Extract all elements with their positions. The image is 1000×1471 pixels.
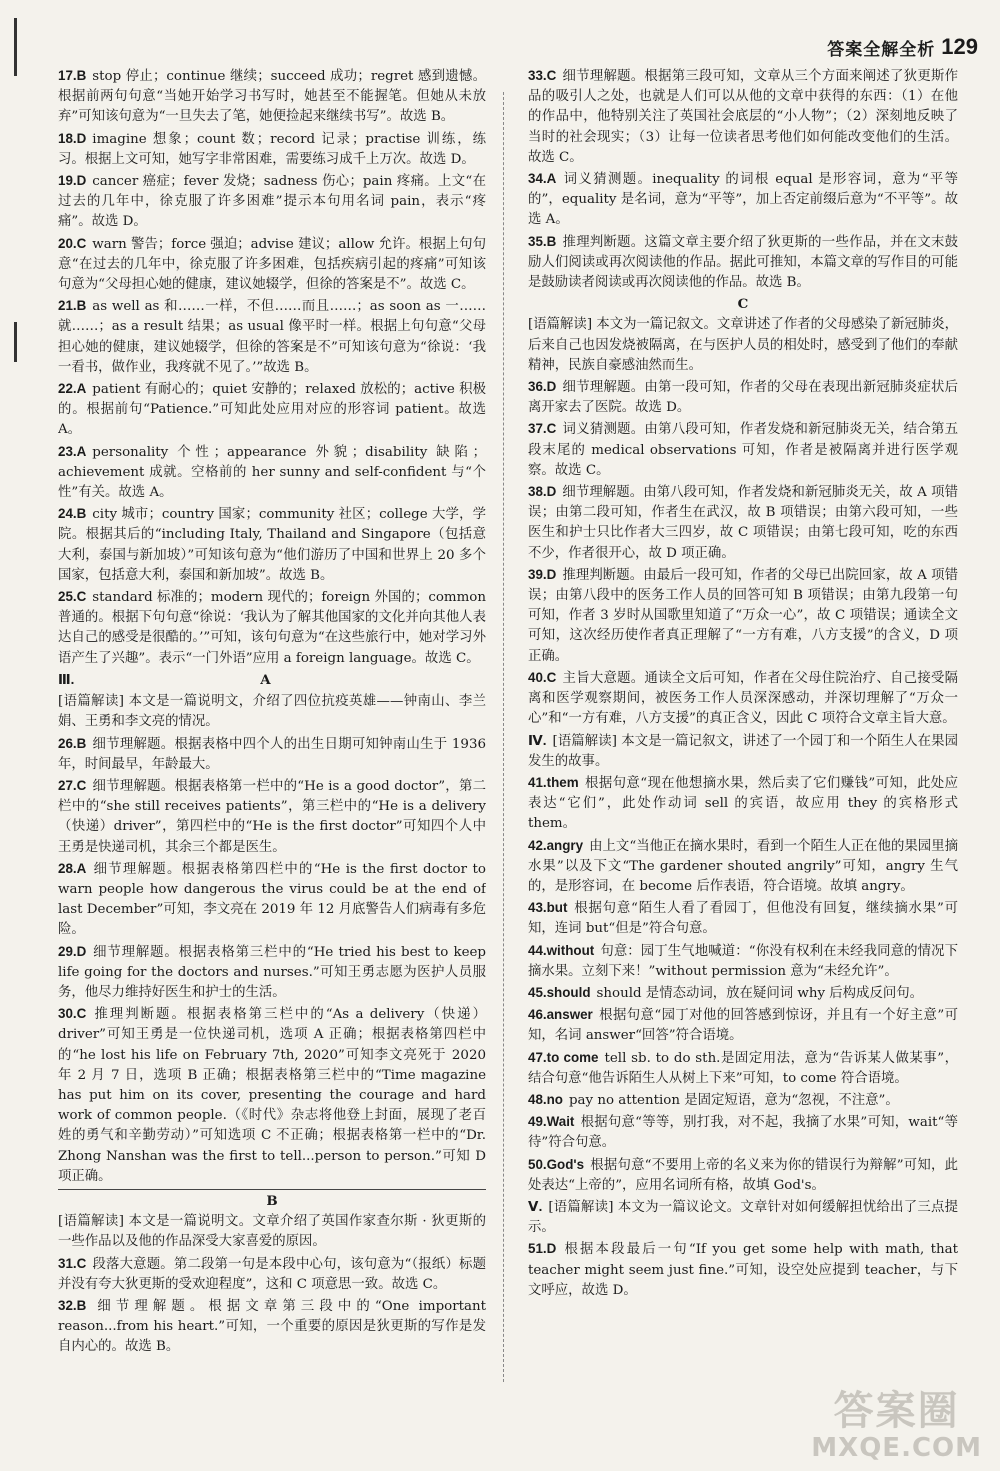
answer-item (58, 171, 486, 233)
explanation-text: [语篇解读] 本文为一篇记叙文。文章讲述了作者的父母感染了新冠肺炎，后来自己也因发烧被隔离，在与医护人员的相处时，感受到了他们的奉献精神，民族自豪感油然而生。 (528, 317, 958, 373)
answer-item (528, 668, 958, 730)
question-number: 33.C (528, 68, 557, 83)
answer-item (528, 1005, 958, 1046)
answer-item (58, 129, 486, 170)
left-column (58, 66, 486, 1381)
answer-item (528, 1112, 958, 1153)
answer-item (528, 836, 958, 898)
question-number: 30.C (58, 1006, 87, 1022)
question-number: 28.A (58, 860, 87, 876)
watermark (811, 1388, 982, 1463)
answer-item (528, 565, 958, 667)
passage-letter: B (266, 1192, 278, 1209)
explanation-text: 推理判断题。由最后一段可知，作者的父母已出院回家，故 A 项错误；由第八段中的医务工作人员的回答可知 B 项错误；由第九段第一句可知，作者 3 岁时从国歌里知道了“万众一心”，故 C 项错误；通读全文可知，这次经历使作者真正理解了“一方有难，八方支援”的含义，D 项正确。 (528, 567, 958, 664)
explanation-text: 根据句意“等等，别打我，对不起，我摘了水果”可知，wait“等待”符合句意。 (528, 1115, 958, 1151)
explanation-text: 主旨大意题。通读全文后可知，作者在父母住院治疗、自己接受隔离和医学观察期间，被医务工作人员深深感动，并深切理解了“万众一心”和“一方有难，八方支援”的真正含义，因此 C 项符合文章主旨大意。 (528, 670, 958, 727)
question-number: 49.Wait (528, 1114, 575, 1130)
question-number: 47.to come (528, 1049, 599, 1065)
answer-item (528, 983, 958, 1004)
explanation-text: 根据本段最后一句“If you get some help with math, that teacher might seem just fine.”可知，设空处应提到 teacher，与下文呼应，故选 D。 (528, 1242, 958, 1298)
answer-item (528, 1048, 958, 1089)
explanation-text: 由上文“当他正在摘水果时，看到一个陌生人正在他的果园里摘水果”以及下文“The gardener shouted angrily”可知，angry 生气的，是形容词，在 become 后作表语，符合语境。故填 angry。 (528, 838, 958, 894)
answer-item (58, 1254, 486, 1295)
binding-mark-top (14, 18, 17, 76)
answer-item (58, 776, 486, 858)
answer-item (58, 859, 486, 941)
explanation-text: tell sb. to do sth.是固定用法，意为“告诉某人做某事”，结合句意“他告诉陌生人从树上下来”可知，to come 符合语境。 (528, 1050, 958, 1086)
watermark-logo: 答案圈 (833, 1388, 960, 1434)
answer-item (58, 66, 486, 128)
explanation-text: 细节理解题。根据表格第一栏中的“He is a good doctor”，第二栏中的“she still receives patients”，第三栏中的“He is a delivery（快递）driver”，第四栏中的“He is the first doctor”可知四个人中王勇是快递司机，其余三个都是医生。 (58, 778, 486, 855)
section-rule (58, 1189, 486, 1190)
roman-numeral: Ⅲ. (58, 671, 75, 687)
question-number: 40.C (528, 669, 557, 685)
explanation-text: 根据句意“现在他想摘水果，然后卖了它们赚钱”可知，此处应表达“它们”，此处作动词 sell 的宾语，故应用 they 的宾格形式 them。 (528, 775, 958, 832)
question-number: 38.D (528, 484, 557, 500)
roman-numeral: Ⅴ. (528, 1198, 543, 1214)
answer-item (528, 773, 958, 835)
passage-letter: C (737, 296, 749, 313)
explanation-text: 推理判断题。这篇文章主要介绍了狄更斯的一些作品，并在文末鼓励人们阅读或再次阅读他的作品。据此可推知，本篇文章的写作目的可能是鼓励读者阅读或再次阅读他的作品。故选 B。 (528, 234, 958, 291)
question-number: 24.B (58, 506, 87, 522)
explanation-text: 根据句意“园丁对他的回答感到惊讶，并且有一个好主意”可知，名词 answer“回答”符合语境。 (528, 1008, 958, 1044)
explanation-text: cancer 癌症；fever 发烧；sadness 伤心；pain 疼痛。上文“在过去的几年中，徐克服了许多困难”提示本句用名词 pain，表示“疼痛”。故选 D。 (58, 174, 486, 230)
explanation-text: 细节理解题。由第一段可知，作者的父母在表现出新冠肺炎症状后离开家去了医院。故选 D。 (528, 380, 958, 416)
explanation-text: [语篇解读] 本文是一篇记叙文，讲述了一个园丁和一个陌生人在果园发生的故事。 (528, 733, 958, 769)
question-number: 42.angry (528, 837, 584, 853)
explanation-text: standard 标准的；modern 现代的；foreign 外国的；common 普通的。根据下句句意“徐说：‘我认为了解其他国家的文化并向其他人表达自己的感受是很酷的。’”可知，该句句意为“在这些旅行中，她对学习外语产生了兴趣”。表示“一门外语”应用 a foreign language。故选 C。 (58, 590, 486, 666)
explanation-text: 句意：园丁生气地喊道：“你没有权利在未经我同意的情况下摘水果。立刻下来！”without permission 意为“未经允许”。 (528, 943, 958, 979)
explanation-text: 词义猜测题。inequality 的词根 equal 是形容词，意为“平等的”，equality 是名词，意为“平等”，加上否定前缀后意为“不平等”。故选 A。 (528, 172, 958, 228)
explanation-text: 细节理解题。由第八段可知，作者发烧和新冠肺炎无关，故 A 项错误；由第二段可知，作者生在武汉，故 B 项错误；由第六段可知，一些医生和护士只比作者大三四岁，故 C 项错误；由第七段可知，吃的东西不少，作者很开心，故 D 项正确。 (528, 485, 958, 561)
passage-note (58, 692, 486, 732)
answer-item (58, 296, 486, 378)
explanation-text: 细节理解题。根据表格第四栏中的“He is the first doctor to warn people how dangerous the virus could be at the end of last December”可知，李文亮在 2019 年 12 月底警告人们病毒有多危险。 (58, 861, 486, 938)
passage-note (528, 731, 958, 772)
explanation-text: [语篇解读] 本文为一篇议论文。文章针对如何缓解担忧给出了三点提示。 (528, 1199, 958, 1236)
answer-item (528, 1239, 958, 1301)
explanation-text: 细节理解题。根据第三段可知，文章从三个方面来阐述了狄更斯作品的吸引人之处，也就是人们可以从他的文章中获得的东西：（1）在他的作品中，他特别关注了英国社会底层的“小人物”；（2）深刻地反映了当时的社会现实；（3）让每一位读者思考他们如何能改变他们的生活。故选 C。 (528, 69, 958, 165)
question-number: 21.B (58, 298, 87, 314)
explanation-text: 细节理解题。根据文章第三段中的“One important reason...from his heart.”可知，一个重要的原因是狄更斯的写作是发自内心的。故选 B。 (58, 1298, 486, 1355)
passage-note (528, 1197, 958, 1238)
section-title: 答案全解全析 (827, 39, 936, 60)
explanation-text: patient 有耐心的；quiet 安静的；relaxed 放松的；active 积极的。根据前句“Patience.”可知此处应用对应的形容词 patient。故选 A。 (58, 382, 486, 438)
question-number: 35.B (528, 233, 557, 249)
answer-item (528, 66, 958, 168)
answer-item (528, 377, 958, 418)
answer-item (58, 504, 486, 586)
question-number: 39.D (528, 566, 557, 582)
explanation-text: 词义猜测题。由第八段可知，作者发烧和新冠肺炎无关，结合第五段末尾的 medical observations 可知，作者是被隔离并进行医学观察。故选 C。 (528, 422, 958, 478)
page-header (827, 34, 978, 60)
question-number: 23.A (58, 443, 87, 459)
answer-item (528, 482, 958, 564)
explanation-text: stop 停止；continue 继续；succeed 成功；regret 感到遗憾。根据前两句句意“当她开始学习书写时，她甚至不能握笔。但她从未放弃”可知该句意为“一旦失去了笔，她便捡起来继续书写”。故选 B。 (58, 69, 486, 125)
column-divider (503, 92, 504, 1382)
explanation-text: city 城市；country 国家；community 社区；college 大学，学院。根据其后的“including Italy, Thailand and Singapore（包括意大利，泰国与新加坡）”可知该句意为“他们游历了中国和世界上 20 多个国家，包括意大利，泰国和新加坡”。故选 B。 (58, 507, 486, 583)
explanation-text: 根据句意“不要用上帝的名义来为你的错误行为辩解”可知，此处表达“上帝的”，应用名词所有格，故填 God's。 (528, 1157, 958, 1193)
answer-item (528, 419, 958, 481)
answer-item (58, 734, 486, 775)
answer-item (58, 234, 486, 296)
answer-item (528, 169, 958, 231)
question-number: 45.should (528, 984, 591, 1000)
answer-item (528, 1155, 958, 1196)
answer-item (58, 942, 486, 1004)
answer-item (58, 1296, 486, 1358)
explanation-text: 细节理解题。根据表格第三栏中的“He tried his best to keep life going for the doctors and nurses.”可知王勇志愿为医护人员服务，他尽力维持好医生和护士的生活。 (58, 944, 486, 1000)
question-number: 27.C (58, 777, 87, 793)
explanation-text: 根据句意“陌生人看了看园丁，但他没有回复，继续摘水果”可知，连词 but“但是”符合句意。 (528, 901, 958, 937)
section-heading (58, 670, 486, 691)
explanation-text: personality 个性；appearance 外貌；disability 缺陷；achievement 成就。空格前的 her sunny and self-confident 与“个性”有关。故选 A。 (58, 444, 486, 501)
question-number: 17.B (58, 68, 87, 83)
explanation-text: [语篇解读] 本文是一篇说明文，介绍了四位抗疫英雄——钟南山、李兰娟、王勇和李文亮的情况。 (58, 694, 486, 730)
explanation-text: 细节理解题。根据表格中四个人的出生日期可知钟南山生于 1936 年，时间最早，年龄最大。 (58, 736, 486, 772)
question-number: 34.A (528, 171, 557, 187)
explanation-text: 推理判断题。根据表格第三栏中的“As a delivery（快递）driver”可知王勇是一位快递司机，选项 A 正确；根据表格第四栏中的“he lost his life on February 7th, 2020”可知李文亮死于 2020 年 2 月 7 日，选项 B 正确；根据表格第三栏中的“Time magazine has put him on its cover, presenting the courage and hard work of common people.（《时代》杂志将他登上封面，展现了老百姓的勇气和辛勤劳动）”可知选项 C 不正确；根据表格第一栏中的“Dr. Zhong Nanshan was the first to tell...person to person.”可知 D 项正确。 (58, 1007, 486, 1184)
question-number: 51.D (528, 1241, 557, 1257)
question-number: 18.D (58, 130, 87, 146)
question-number: 46.answer (528, 1007, 593, 1023)
answer-item (58, 587, 486, 669)
explanation-text: imagine 想象；count 数；record 记录；practise 训练，练习。根据上文可知，她写字非常困难，需要练习成千上万次。故选 D。 (58, 131, 486, 167)
passage-letter: A (260, 671, 271, 688)
question-number: 37.C (528, 421, 557, 437)
question-number: 20.C (58, 235, 87, 251)
question-number: 44.without (528, 942, 595, 958)
question-number: 26.B (58, 735, 87, 751)
question-number: 50.God's (528, 1156, 585, 1172)
question-number: 36.D (528, 379, 557, 395)
explanation-text: warn 警告；force 强迫；advise 建议；allow 允许。根据上句句意“在过去的几年中，徐克服了许多困难，包括疾病引起的疼痛”可知该句意为“父母担心她的健康，建议她辍学，但徐的答案是不”。故选 C。 (58, 236, 486, 293)
roman-numeral: Ⅳ. (528, 732, 547, 748)
explanation-text: 段落大意题。第二段第一句是本段中心句，该句意为“（报纸）标题并没有夸大狄更斯的受欢迎程度”，这和 C 项意思一致。故选 C。 (58, 1256, 486, 1292)
question-number: 41.them (528, 774, 579, 790)
question-number: 48.no (528, 1091, 563, 1107)
explanation-text: as well as 和……一样，不但……而且……；as soon as 一……就……；as a result 结果；as usual 像平时一样。根据上句句意“父母担心她的健康，建议她辍学，但徐的答案是不”可知该句意为“徐说：‘我一看书，做作业，我疼就不见了。’”故选 B。 (58, 299, 486, 375)
explanation-text: [语篇解读] 本文是一篇说明文。文章介绍了英国作家查尔斯 · 狄更斯的一些作品以及他的作品深受大家喜爱的原因。 (58, 1214, 486, 1250)
answer-item (528, 898, 958, 939)
question-number: 43.but (528, 900, 568, 916)
right-column (528, 66, 958, 1381)
question-number: 19.D (58, 173, 87, 189)
passage-note (528, 315, 958, 376)
question-number: 29.D (58, 943, 87, 959)
answer-item (528, 232, 958, 294)
question-number: 31.C (58, 1255, 87, 1271)
explanation-text: should 是情态动词，放在疑问词 why 后构成反问句。 (596, 985, 924, 1001)
binding-mark-bottom (14, 322, 17, 362)
answer-item (58, 1004, 486, 1187)
answer-item (528, 1090, 958, 1111)
question-number: 32.B (58, 1297, 87, 1313)
question-number: 22.A (58, 381, 87, 397)
passage-note (58, 1212, 486, 1252)
watermark-url: MXQE.COM (811, 1433, 982, 1463)
answer-item (528, 941, 958, 982)
answer-item (58, 442, 486, 504)
question-number: 25.C (58, 589, 87, 605)
explanation-text: pay no attention 是固定短语，意为“忽视，不注意”。 (568, 1092, 899, 1108)
answer-item (58, 379, 486, 441)
page-number: 129 (941, 34, 978, 59)
